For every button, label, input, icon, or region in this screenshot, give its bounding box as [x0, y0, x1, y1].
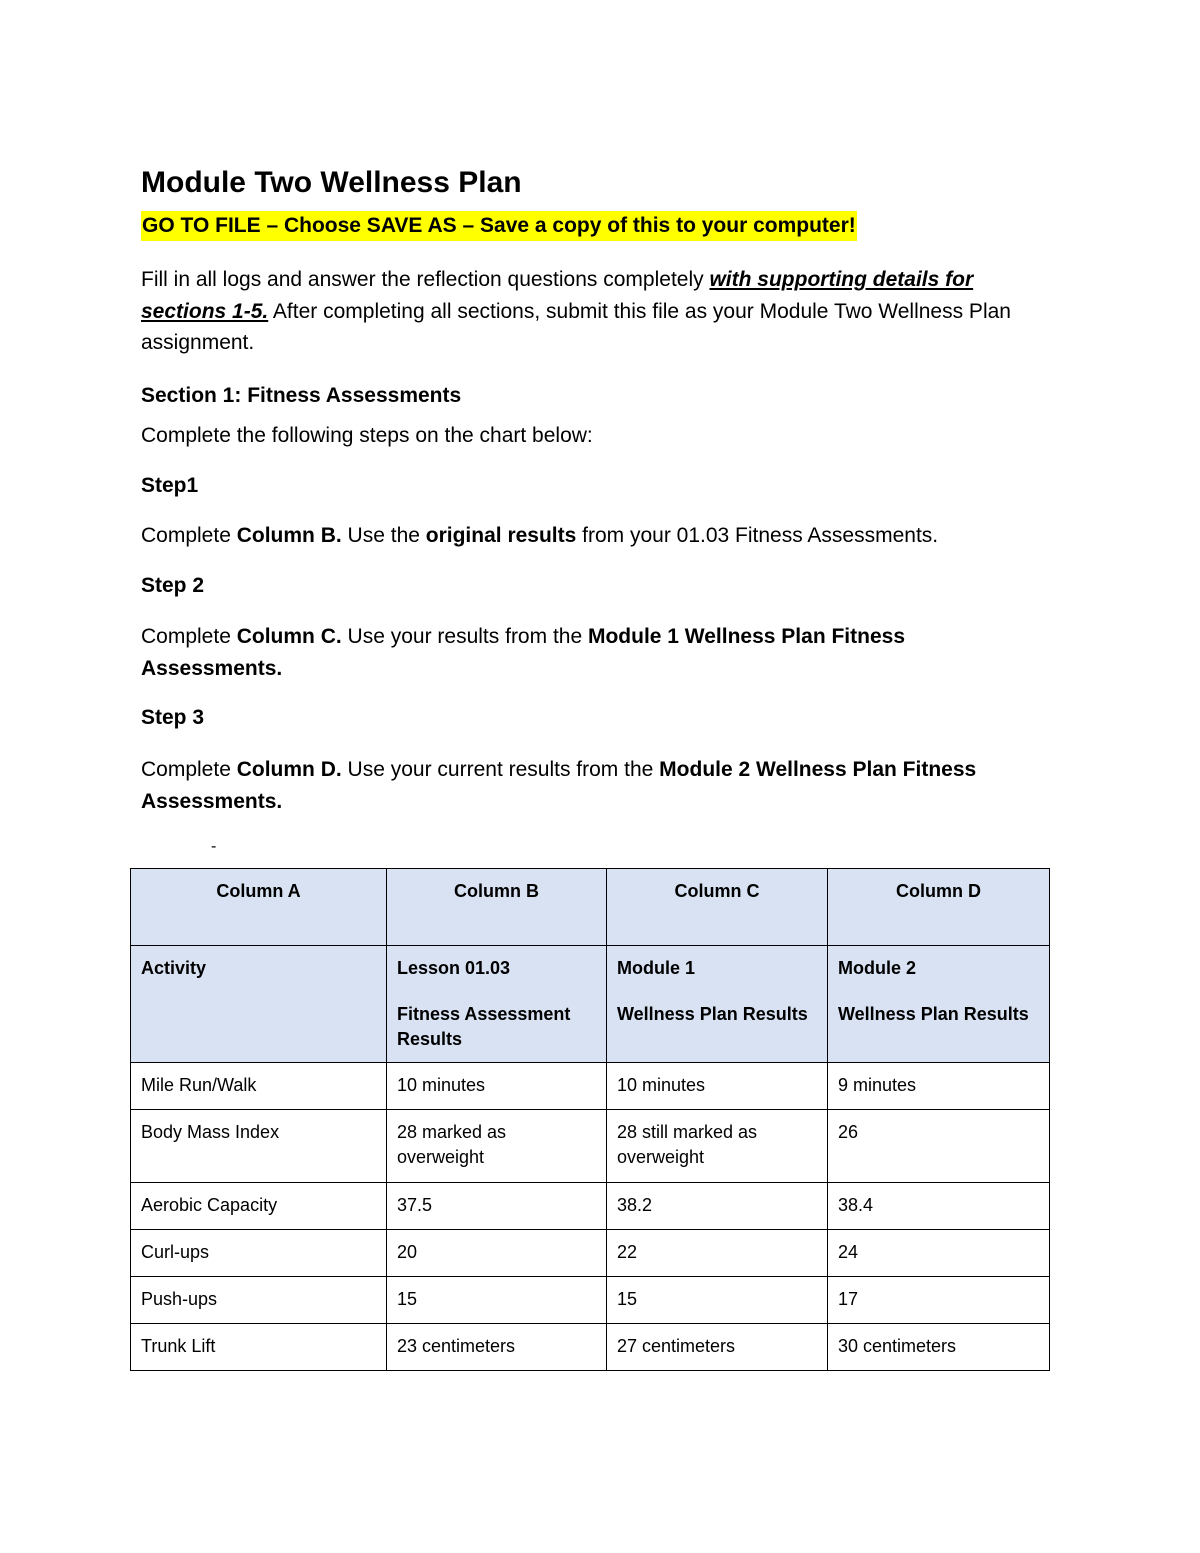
table-cell: 10 minutes	[607, 1063, 828, 1110]
step-1-text-b: Use the	[341, 524, 426, 547]
table-row	[131, 1324, 1050, 1371]
section-1-subtitle: Complete the following steps on the chart below:	[141, 424, 593, 447]
table-header-row	[131, 869, 1050, 946]
step-3-text-b: Use your current results from the	[341, 758, 660, 781]
section-1-heading: Section 1: Fitness Assessments	[141, 384, 462, 407]
step-1-text-a: Complete	[141, 524, 237, 547]
subheader-line1: Lesson 01.03	[397, 958, 511, 978]
table-cell: 15	[387, 1277, 607, 1324]
table-cell: 30 centimeters	[828, 1324, 1050, 1371]
step-1-bold-b: original results	[425, 524, 577, 547]
column-header: Column A	[131, 869, 387, 946]
step-2-heading: Step 2	[141, 574, 205, 597]
save-instruction: GO TO FILE – Choose SAVE AS – Save a copy of this to your computer!	[141, 211, 857, 241]
table-cell: Curl-ups	[131, 1230, 387, 1277]
step-3-bold-b: Module 2 Wellness Plan Fitness Assessments.	[141, 758, 977, 813]
table-cell: 27 centimeters	[607, 1324, 828, 1371]
step-3-bold-a: Column D.	[236, 758, 342, 781]
subheader-cell	[828, 946, 1050, 1063]
subheader-line1: Module 1	[617, 958, 696, 978]
table-row	[131, 1183, 1050, 1230]
subheader-line1: Module 2	[838, 958, 917, 978]
table-cell: 28 still marked as overweight	[607, 1110, 828, 1183]
table-cell: Push-ups	[131, 1277, 387, 1324]
subheader-line2: Wellness Plan Results	[838, 1004, 1029, 1024]
table-cell: 15	[607, 1277, 828, 1324]
table-cell: 38.2	[607, 1183, 828, 1230]
table-cell: Trunk Lift	[131, 1324, 387, 1371]
table-cell: 28 marked as overweight	[387, 1110, 607, 1183]
column-header: Column B	[387, 869, 607, 946]
table-cell: 10 minutes	[387, 1063, 607, 1110]
table-cell: 38.4	[828, 1183, 1050, 1230]
fitness-results-table	[130, 868, 1050, 1371]
subheader-cell	[131, 946, 387, 1063]
table-cell: 22	[607, 1230, 828, 1277]
step-3-text	[141, 754, 1021, 817]
subheader-cell	[387, 946, 607, 1063]
subheader-line2: Wellness Plan Results	[617, 1004, 808, 1024]
step-2-text-a: Complete	[141, 625, 237, 648]
step-3-text-a: Complete	[141, 758, 237, 781]
step-2-bold-b: Module 1 Wellness Plan Fitness Assessments.	[141, 625, 905, 680]
column-header: Column D	[828, 869, 1050, 946]
table-row	[131, 1110, 1050, 1183]
dash-marker: -	[211, 838, 217, 855]
table-cell: 20	[387, 1230, 607, 1277]
table-cell: 23 centimeters	[387, 1324, 607, 1371]
table-row	[131, 1063, 1050, 1110]
intro-text-2: After completing all sections, submit this file as your Module Two Wellness Plan assignment.	[141, 299, 1011, 354]
step-1-bold-a: Column B.	[236, 524, 342, 547]
table-cell: Body Mass Index	[131, 1110, 387, 1183]
column-header: Column C	[607, 869, 828, 946]
step-1-text-c: from your 01.03 Fitness Assessments.	[576, 524, 939, 547]
step-3-heading: Step 3	[141, 706, 205, 729]
table-row	[131, 1230, 1050, 1277]
step-1-heading: Step1	[141, 474, 199, 497]
table-row	[131, 1277, 1050, 1324]
table-cell: 17	[828, 1277, 1050, 1324]
table-cell: 9 minutes	[828, 1063, 1050, 1110]
subheader-line1: Activity	[141, 958, 207, 978]
intro-text-1: Fill in all logs and answer the reflection questions completely	[141, 268, 710, 291]
table-subheader-row	[131, 946, 1050, 1063]
step-2-text-b: Use your results from the	[341, 625, 588, 648]
intro-paragraph	[141, 264, 1041, 359]
page-title: Module Two Wellness Plan	[141, 166, 522, 199]
step-2-text	[141, 621, 1021, 684]
subheader-line2: Fitness Assessment Results	[397, 1004, 571, 1049]
table-cell: 26	[828, 1110, 1050, 1183]
step-1-text	[141, 520, 938, 552]
intro-emphasis: with supporting details for sections 1-5.	[141, 268, 974, 323]
table-cell: Mile Run/Walk	[131, 1063, 387, 1110]
table-cell: Aerobic Capacity	[131, 1183, 387, 1230]
subheader-cell	[607, 946, 828, 1063]
table-cell: 37.5	[387, 1183, 607, 1230]
step-2-bold-a: Column C.	[236, 625, 342, 648]
table-cell: 24	[828, 1230, 1050, 1277]
